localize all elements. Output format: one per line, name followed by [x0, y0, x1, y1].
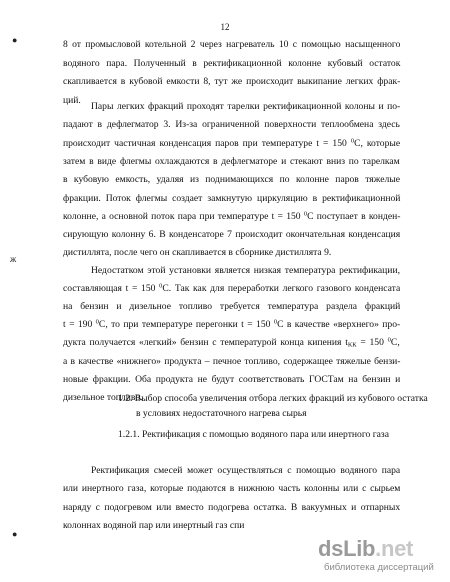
text-line: новые фракции. Оба продукта не будут соответствовать ГОСТам на бензин и — [63, 373, 401, 385]
text-line: колонне, а основной поток пара при температуре t = 150 $^0$C поступает в конден- — [63, 210, 401, 222]
text-line: ций. — [63, 94, 81, 106]
text-line: или инертного газа, которые подаются в нижнюю часть колонны или с сырьем — [63, 483, 401, 495]
text-line: 1.2.1. Ректификация с помощью водяного пара или инертного газа — [118, 429, 389, 440]
watermark-logo: dsLib.net — [318, 536, 414, 561]
text-line: 1.2. Выбор способа увеличения отбора легких фракций из кубового остатка — [118, 393, 428, 404]
watermark-subtitle: библиотека диссертаций — [324, 562, 434, 573]
watermark — [318, 536, 446, 572]
text-line: Недостатком этой установки является низкая температура ректификации, — [91, 265, 400, 276]
text-line: 8 от промысловой котельной 2 через нагреватель 10 с помощью насыщенного — [63, 39, 401, 50]
text-line: дистиллята, после чего он скапливается в сборнике дистиллята 9. — [63, 247, 332, 259]
text-line: происходит частичная конденсация паров при температуре t = 150 $^0$C, которые — [63, 137, 401, 149]
text-line: сирующую колонну 6. В конденсаторе 7 происходит окончательная конденсация — [63, 229, 401, 241]
text-line: водяного пара. Полученный в ректификационной колонне кубовый остаток — [63, 57, 401, 69]
page-number: 12 — [220, 22, 230, 32]
text-line: дизельное топливо. — [63, 391, 143, 403]
text-line: затем в виде флегмы охлаждаются в дефлегматоре и стекают вниз по тарелкам — [63, 155, 400, 167]
text-line: в кубовую емкость, удаляя из поднимающихся по колонне паров тяжелые — [63, 174, 400, 186]
text-line: в условиях недостаточного нагрева сырья — [136, 408, 307, 419]
text-line: на бензин и дизельное топливо требуется температура раздела фракций — [63, 301, 401, 313]
text-line: дукта получается «легкий» бензин с температурой конца кипения $t_{КК} = 150$ $^0$C, — [63, 336, 400, 349]
margin-mark: ● — [12, 529, 18, 539]
text-line: падают в дефлегматор 3. Из-за ограниченной поверхности теплообмена здесь — [63, 119, 400, 131]
text-line: наряду с подогревом или вместо подогрева остатка. В вакуумных и отпарных — [63, 501, 401, 513]
margin-mark: ж — [10, 254, 17, 264]
margin-mark: ● — [12, 35, 18, 45]
text-line: t = 190 $^0$C, то при температуре перегонки t = 150 $^0$C в качестве «верхнего» про- — [63, 318, 401, 331]
text-line: колоннах водяной пар или инертный газ спи — [63, 519, 245, 531]
text-line: а в качестве «нижнего» продукта – печное топливо, содержащее тяжелые бензи- — [63, 355, 401, 367]
text-line: Пары легких фракций проходят тарелки ректификационной колоны и по- — [91, 101, 401, 112]
text-line: Ректификация смесей может осуществляться с помощью водяного пара — [91, 465, 401, 476]
text-line: составляющая t = 150 $^0$C. Так как для переработки легкого газового конденсата — [63, 282, 401, 295]
text-line: скапливается в кубовой емкости 8, тут же происходит выкипание легких фрак- — [63, 76, 401, 87]
text-line: фракции. Поток флегмы создает замкнутую циркуляцию в ректификационной — [63, 192, 401, 204]
